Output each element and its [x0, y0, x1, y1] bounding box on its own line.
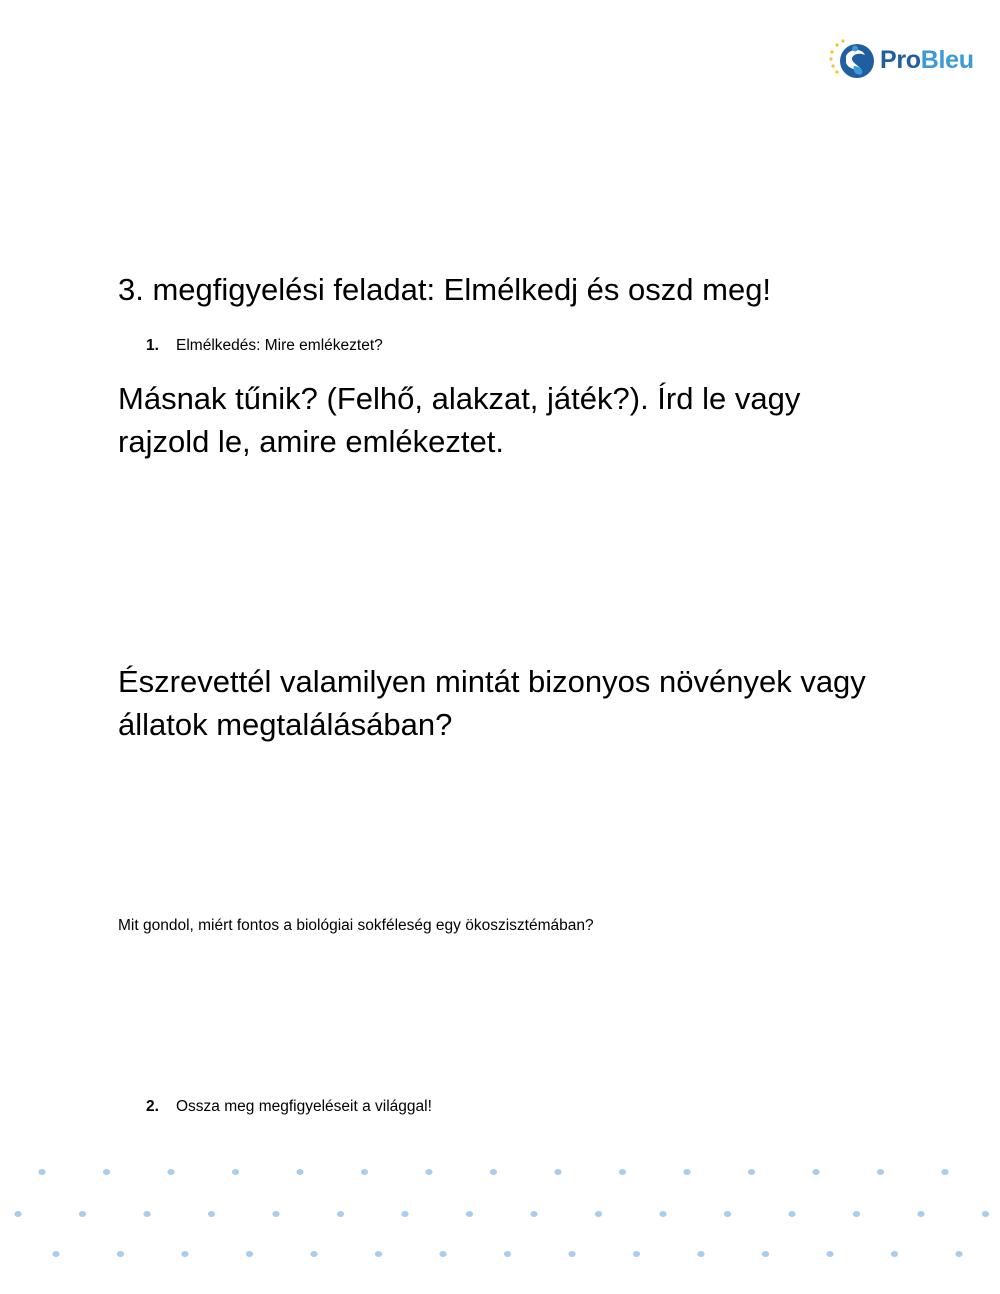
decorative-dot — [659, 1211, 666, 1217]
decorative-dot — [762, 1251, 769, 1257]
decorative-dot — [955, 1251, 962, 1257]
decorative-dot — [246, 1251, 253, 1257]
decorative-dot — [788, 1211, 795, 1217]
decorative-dot — [812, 1169, 819, 1175]
list-item-label: Elmélkedés: Mire emlékeztet? — [176, 337, 383, 354]
decorative-dot — [748, 1169, 755, 1175]
probleu-logo-icon — [828, 36, 876, 84]
question-pattern: Észrevettél valamilyen mintát bizonyos növények vagy állatok megtalálásában? — [118, 664, 866, 742]
decorative-dot — [697, 1251, 704, 1257]
list-item-number: 1. — [146, 337, 159, 354]
decorative-dot — [724, 1211, 731, 1217]
decorative-dot — [530, 1211, 537, 1217]
probleu-logo — [828, 36, 980, 84]
decorative-dot — [38, 1169, 45, 1175]
decorative-dot — [272, 1211, 279, 1217]
decorative-dot — [103, 1169, 110, 1175]
decorative-dot — [337, 1211, 344, 1217]
decorative-dot — [568, 1251, 575, 1257]
decorative-dot — [14, 1211, 21, 1217]
decorative-dot — [401, 1211, 408, 1217]
decorative-dot — [683, 1169, 690, 1175]
question-biodiversity: Mit gondol, miért fontos a biológiai sokféleség egy ökoszisztémában? — [118, 917, 594, 934]
decorative-dot — [619, 1169, 626, 1175]
decorative-dot — [941, 1169, 948, 1175]
question-shape: Másnak tűnik? (Felhő, alakzat, játék?). Írd le vagy rajzold le, amire emlékeztet. — [118, 381, 801, 459]
decorative-dot — [296, 1169, 303, 1175]
list-item-share — [146, 1097, 432, 1117]
task-title: 3. megfigyelési feladat: Elmélkedj és oszd meg! — [118, 272, 772, 307]
decorative-dot — [917, 1211, 924, 1217]
decorative-dot — [143, 1211, 150, 1217]
list-item-reflection — [146, 336, 383, 356]
decorative-dot — [167, 1169, 174, 1175]
decorative-dot — [208, 1211, 215, 1217]
logo-text-bleu: Bleu — [920, 45, 974, 74]
list-item-number: 2. — [146, 1098, 159, 1115]
decorative-dot — [310, 1251, 317, 1257]
probleu-logo-text — [880, 45, 974, 74]
decorative-dot — [439, 1251, 446, 1257]
decorative-dot — [633, 1251, 640, 1257]
decorative-dot — [490, 1169, 497, 1175]
decorative-dot — [982, 1211, 989, 1217]
decorative-dot — [466, 1211, 473, 1217]
decorative-dot — [361, 1169, 368, 1175]
decorative-dot — [877, 1169, 884, 1175]
decorative-dot — [504, 1251, 511, 1257]
decorative-dot — [52, 1251, 59, 1257]
dot-pattern-decoration — [0, 1150, 1000, 1280]
logo-text-pro: Pro — [880, 45, 921, 74]
decorative-dot — [117, 1251, 124, 1257]
decorative-dot — [425, 1169, 432, 1175]
decorative-dot — [853, 1211, 860, 1217]
decorative-dot — [181, 1251, 188, 1257]
decorative-dot — [554, 1169, 561, 1175]
decorative-dot — [79, 1211, 86, 1217]
decorative-dot — [595, 1211, 602, 1217]
decorative-dot — [891, 1251, 898, 1257]
decorative-dot — [232, 1169, 239, 1175]
list-item-label: Ossza meg megfigyeléseit a világgal! — [176, 1098, 432, 1115]
decorative-dot — [826, 1251, 833, 1257]
decorative-dot — [375, 1251, 382, 1257]
